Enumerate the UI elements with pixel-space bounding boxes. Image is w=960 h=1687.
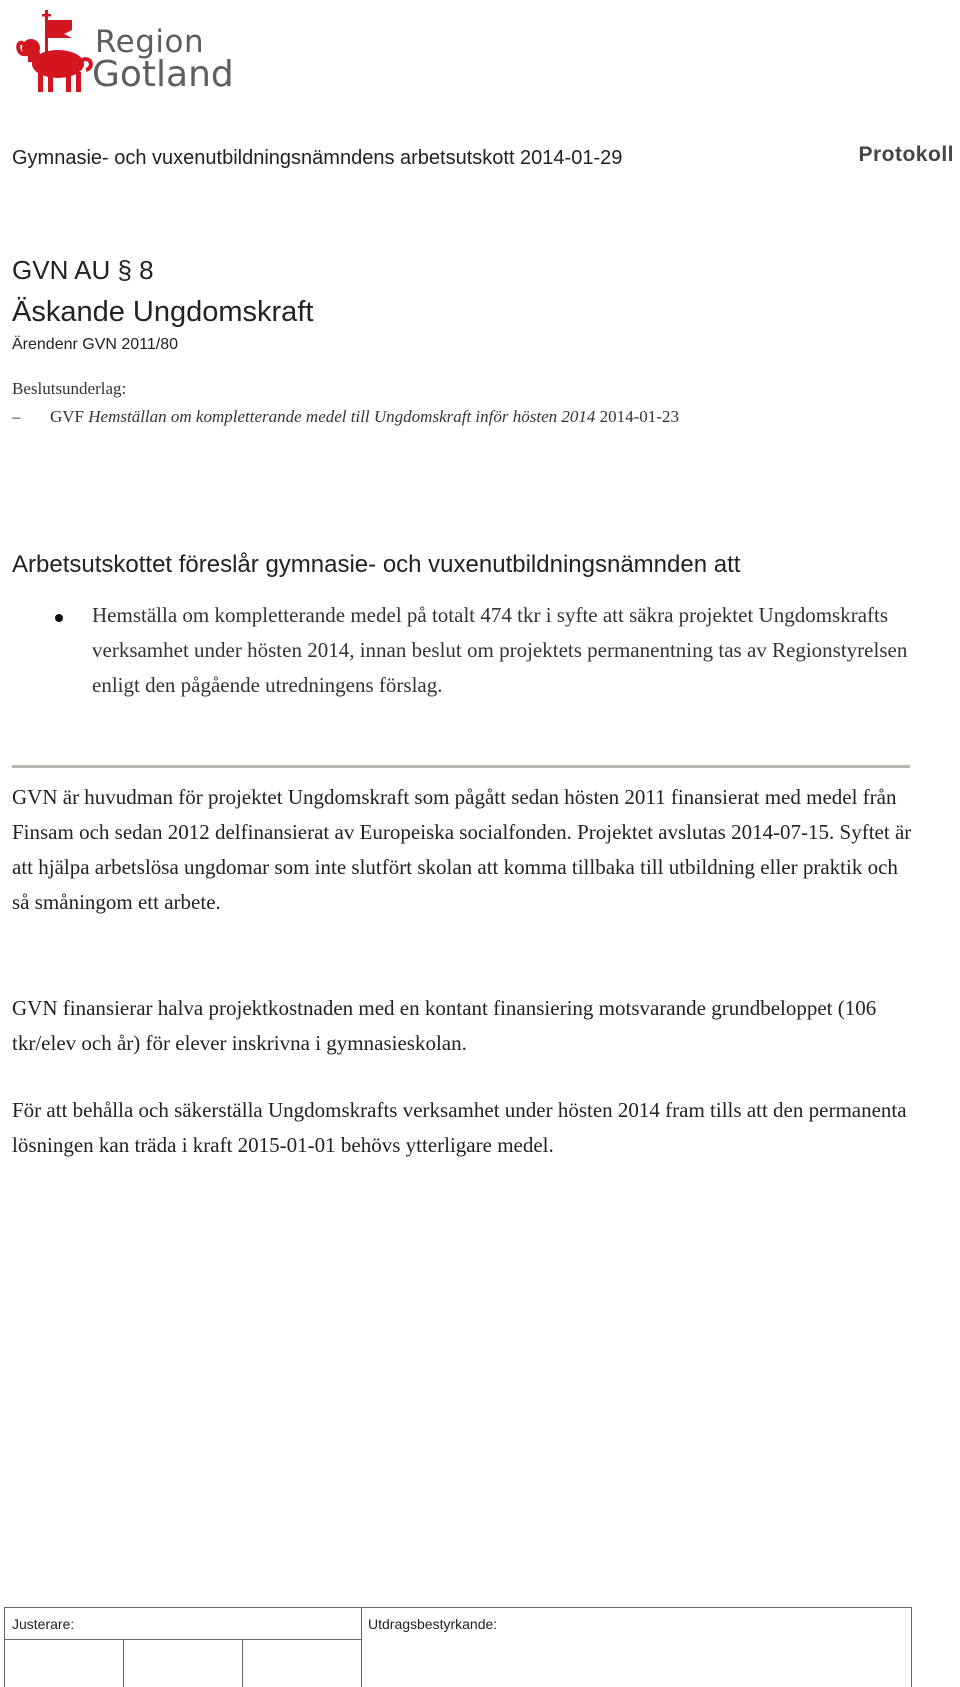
basis-item-title: Hemställan om kompletterande medel till Ungdomskraft inför hösten 2014: [88, 407, 596, 426]
divider: [12, 765, 910, 768]
logo-text-gotland: Gotland: [92, 54, 234, 95]
basis-item-prefix: GVF: [50, 407, 85, 426]
proposal-bullet: Hemställa om kompletterande medel på totalt 474 tkr i syfte att säkra projektet Ungdomskrafts verksamhet under hösten 2014, innan beslut om projektets permanentning tas av Regionstyrelsen enligt den pågående utredningens förslag.: [92, 603, 908, 697]
bullet-icon: [55, 614, 63, 622]
logo-text-region: Region: [95, 24, 205, 60]
basis-label: Beslutsunderlag:: [12, 379, 127, 398]
document-header-title: Gymnasie- och vuxenutbildningsnämndens arbetsutskott 2014-01-29: [12, 147, 623, 169]
table-column-divider: [242, 1639, 243, 1687]
document-type: Protokoll: [858, 143, 954, 166]
body-paragraph: GVN finansierar halva projektkostnaden med en kontant finansiering motsvarande grundbeloppet (106 tkr/elev och år) för elever inskrivna i gymnasieskolan.: [12, 996, 877, 1055]
gotland-ram-icon: [14, 8, 104, 98]
proposal-heading: Arbetsutskottet föreslår gymnasie- och vuxenutbildningsnämnden att: [12, 551, 741, 578]
signature-table: [4, 1607, 912, 1687]
section-title: Äskande Ungdomskraft: [12, 296, 314, 328]
table-column-divider: [123, 1639, 124, 1687]
basis-list-item: [12, 407, 679, 427]
table-column-divider: [361, 1608, 362, 1687]
adjuster-label: Justerare:: [12, 1616, 75, 1632]
certifier-label: Utdragsbestyrkande:: [368, 1616, 498, 1632]
basis-item-date: 2014-01-23: [599, 407, 679, 426]
section-number: GVN AU § 8: [12, 255, 154, 285]
body-paragraph: GVN är huvudman för projektet Ungdomskraft som pågått sedan hösten 2011 finansierat med medel från Finsam och sedan 2012 delfinansierat av Europeiska socialfonden. Projektet avslutas 2014-07-15. Syftet är att hjälpa arbetslösa ungdomar som inte slutfört skolan att komma tillbaka till utbildning eller praktik och så småningom ett arbete.: [12, 785, 912, 914]
table-row-divider: [5, 1639, 361, 1640]
body-paragraph: För att behålla och säkerställa Ungdomskrafts verksamhet under hösten 2014 fram tills att den permanenta lösningen kan träda i kraft 2015-01-01 behövs ytterligare medel.: [12, 1098, 907, 1157]
list-dash: –: [12, 407, 21, 426]
case-number: Ärendenr GVN 2011/80: [12, 336, 179, 353]
